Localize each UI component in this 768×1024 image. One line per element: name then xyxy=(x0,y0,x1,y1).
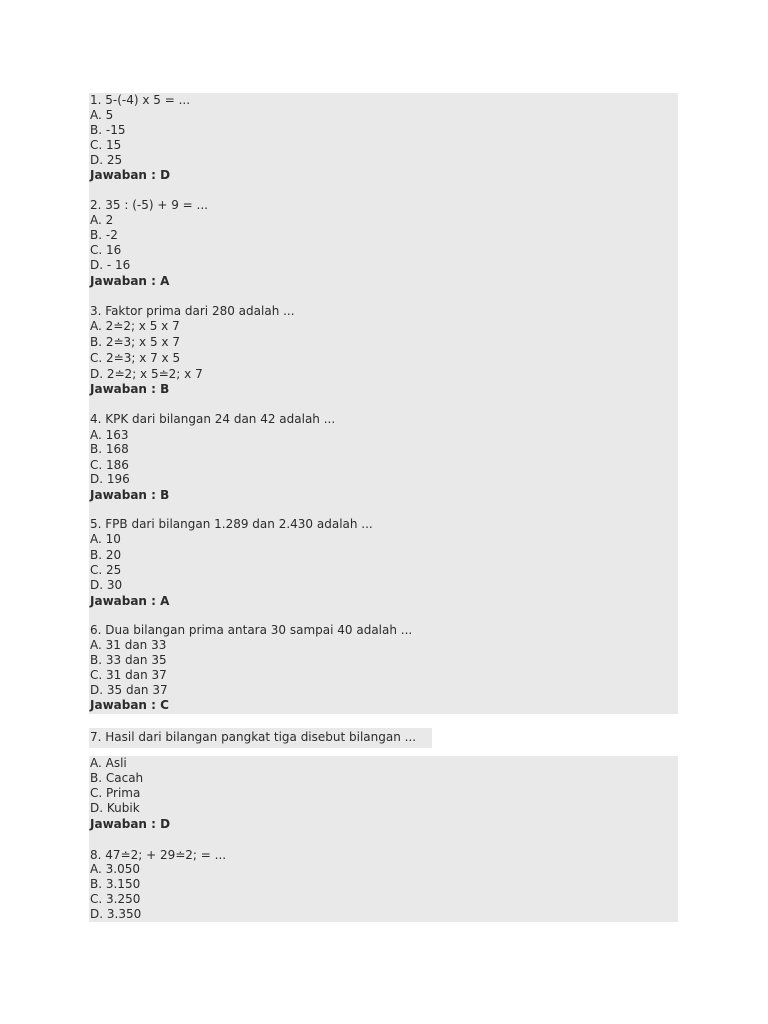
question-5-option-a: A. 10 xyxy=(90,532,121,546)
question-6: 6. Dua bilangan prima antara 30 sampai 40 adalah ... xyxy=(90,623,413,637)
question-5-answer: Jawaban : A xyxy=(90,594,170,608)
question-2-option-c: C. 16 xyxy=(90,243,122,257)
question-7: 7. Hasil dari bilangan pangkat tiga disebut bilangan ... xyxy=(90,730,417,744)
question-3-option-c: C. 2≐3; x 7 x 5 xyxy=(90,351,181,365)
question-6-option-b: B. 33 dan 35 xyxy=(90,653,167,667)
question-7-option-a: A. Asli xyxy=(90,756,127,770)
question-3: 3. Faktor prima dari 280 adalah ... xyxy=(90,304,295,318)
question-2-option-a: A. 2 xyxy=(90,213,114,227)
question-1-option-d: D. 25 xyxy=(90,153,123,167)
quiz-block-2 xyxy=(89,728,432,748)
question-8-option-d: D. 3.350 xyxy=(90,907,142,921)
question-3-option-a: A. 2≐2; x 5 x 7 xyxy=(90,319,180,333)
question-3-option-b: B. 2≐3; x 5 x 7 xyxy=(90,335,180,349)
quiz-block-3 xyxy=(89,756,678,922)
question-4-option-c: C. 186 xyxy=(90,458,129,472)
question-5-option-d: D. 30 xyxy=(90,578,123,592)
question-2-answer: Jawaban : A xyxy=(90,274,170,288)
question-5-option-b: B. 20 xyxy=(90,548,122,562)
question-4-option-a: A. 163 xyxy=(90,428,129,442)
question-8-option-b: B. 3.150 xyxy=(90,877,141,891)
question-8-option-c: C. 3.250 xyxy=(90,892,141,906)
question-6-option-c: C. 31 dan 37 xyxy=(90,668,167,682)
question-3-answer: Jawaban : B xyxy=(90,382,170,396)
question-2-option-d: D. - 16 xyxy=(90,258,131,272)
question-4-answer: Jawaban : B xyxy=(90,488,170,502)
question-5-option-c: C. 25 xyxy=(90,563,122,577)
question-1-option-b: B. -15 xyxy=(90,123,126,137)
question-1: 1. 5-(-4) x 5 = ... xyxy=(90,93,191,107)
question-5: 5. FPB dari bilangan 1.289 dan 2.430 adalah ... xyxy=(90,517,373,531)
question-1-option-c: C. 15 xyxy=(90,138,122,152)
question-2: 2. 35 : (-5) + 9 = ... xyxy=(90,198,208,212)
question-8-option-a: A. 3.050 xyxy=(90,862,140,876)
question-7-option-d: D. Kubik xyxy=(90,801,140,815)
quiz-block-1 xyxy=(89,93,678,714)
question-1-option-a: A. 5 xyxy=(90,108,114,122)
question-4: 4. KPK dari bilangan 24 dan 42 adalah ... xyxy=(90,412,336,426)
question-6-answer: Jawaban : C xyxy=(90,698,169,712)
question-4-option-d: D. 196 xyxy=(90,472,130,486)
question-7-option-c: C. Prima xyxy=(90,786,141,800)
question-3-option-d: D. 2≐2; x 5≐2; x 7 xyxy=(90,367,203,381)
question-2-option-b: B. -2 xyxy=(90,228,118,242)
question-1-answer: Jawaban : D xyxy=(90,168,171,182)
question-7-answer: Jawaban : D xyxy=(90,817,171,831)
question-6-option-d: D. 35 dan 37 xyxy=(90,683,168,697)
question-7-option-b: B. Cacah xyxy=(90,771,144,785)
question-8: 8. 47≐2; + 29≐2; = ... xyxy=(90,848,227,862)
question-6-option-a: A. 31 dan 33 xyxy=(90,638,167,652)
question-4-option-b: B. 168 xyxy=(90,442,129,456)
